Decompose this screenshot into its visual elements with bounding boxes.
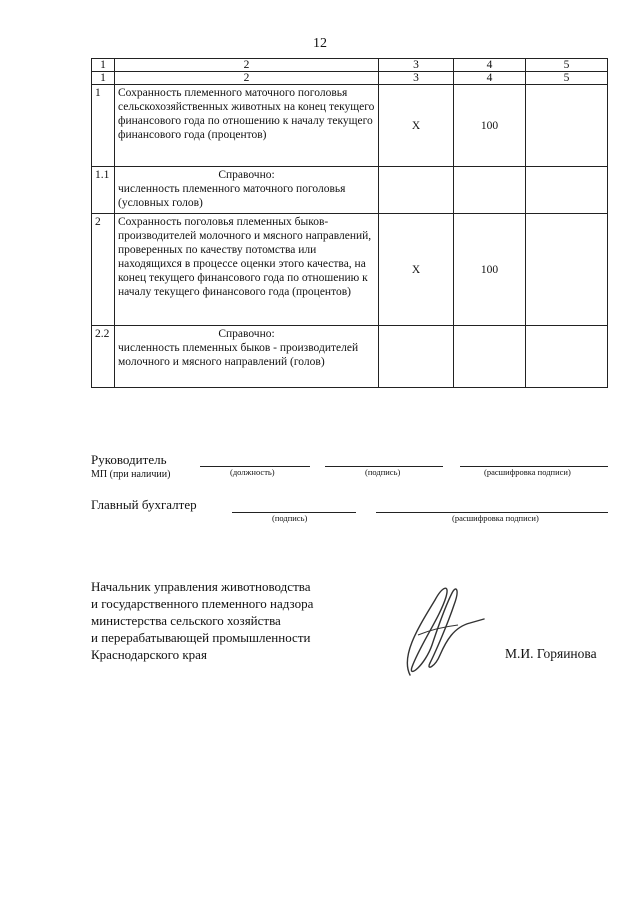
row-number: 2.2	[92, 326, 115, 388]
signature-hint: (подпись)	[365, 467, 401, 477]
row-description: численность племенного маточного поголовья (условных голов)	[118, 183, 346, 209]
row-description: Сохранность поголовья племенных быков-производителей молочного и мясного направлений, проверенных по качеству потомства или находящихся в процессе оценки этого качества, на конец текущего финансового года по отношению к началу текущего финансового года (процентов)	[115, 214, 379, 326]
row-col5	[526, 214, 608, 326]
row-col4: 100	[454, 214, 526, 326]
table-header-row	[92, 59, 608, 72]
signer-title-line: Начальник управления животноводства	[91, 579, 311, 594]
row-col3	[379, 167, 454, 214]
header-cell: 5	[526, 59, 608, 72]
position-hint: (должность)	[230, 467, 275, 477]
row-description: Сохранность племенного маточного поголовья сельскохозяйственных животных на конец текущего финансового года по отношению к началу текущего финансового года (процентов)	[115, 85, 379, 167]
header-cell: 1	[92, 72, 115, 85]
header-cell: 5	[526, 72, 608, 85]
signer-title-line: министерства сельского хозяйства	[91, 613, 281, 628]
handwritten-signature	[380, 575, 490, 685]
row-description: численность племенных быков - производителей молочного и мясного направлений (голов)	[118, 342, 359, 368]
header-cell: 1	[92, 59, 115, 72]
page-number: 12	[313, 36, 327, 51]
header-cell: 4	[454, 59, 526, 72]
row-col3: Х	[379, 214, 454, 326]
row-number: 1	[92, 85, 115, 167]
head-label: Руководитель	[91, 452, 167, 467]
table-row	[92, 167, 608, 214]
row-col4: 100	[454, 85, 526, 167]
row-col3: Х	[379, 85, 454, 167]
row-col5	[526, 167, 608, 214]
header-cell: 2	[115, 59, 379, 72]
signer-title-line: и государственного племенного надзора	[91, 596, 314, 611]
row-col5	[526, 326, 608, 388]
signer-title	[91, 578, 313, 663]
table-row	[92, 326, 608, 388]
row-col3	[379, 326, 454, 388]
signer-name: М.И. Горяинова	[505, 646, 597, 661]
accountant-label: Главный бухгалтер	[91, 497, 197, 512]
row-number: 1.1	[92, 167, 115, 214]
row-description-cell	[115, 167, 379, 214]
row-subheading: Справочно:	[218, 328, 275, 340]
header-cell: 3	[379, 59, 454, 72]
signer-title-line: Краснодарского края	[91, 647, 207, 662]
header-cell: 4	[454, 72, 526, 85]
stamp-label: МП (при наличии)	[91, 469, 171, 480]
row-col4	[454, 326, 526, 388]
signer-title-line: и перерабатывающей промышленности	[91, 630, 311, 645]
table-row	[92, 214, 608, 326]
decoding-hint: (расшифровка подписи)	[484, 467, 571, 477]
header-cell: 3	[379, 72, 454, 85]
table-header-row	[92, 72, 608, 85]
accountant-decoding-hint: (расшифровка подписи)	[452, 513, 539, 523]
indicators-table	[91, 58, 608, 388]
row-number: 2	[92, 214, 115, 326]
row-col4	[454, 167, 526, 214]
row-description-cell	[115, 326, 379, 388]
table-row	[92, 85, 608, 167]
accountant-signature-hint: (подпись)	[272, 513, 308, 523]
header-cell: 2	[115, 72, 379, 85]
row-col5	[526, 85, 608, 167]
row-subheading: Справочно:	[218, 169, 275, 181]
